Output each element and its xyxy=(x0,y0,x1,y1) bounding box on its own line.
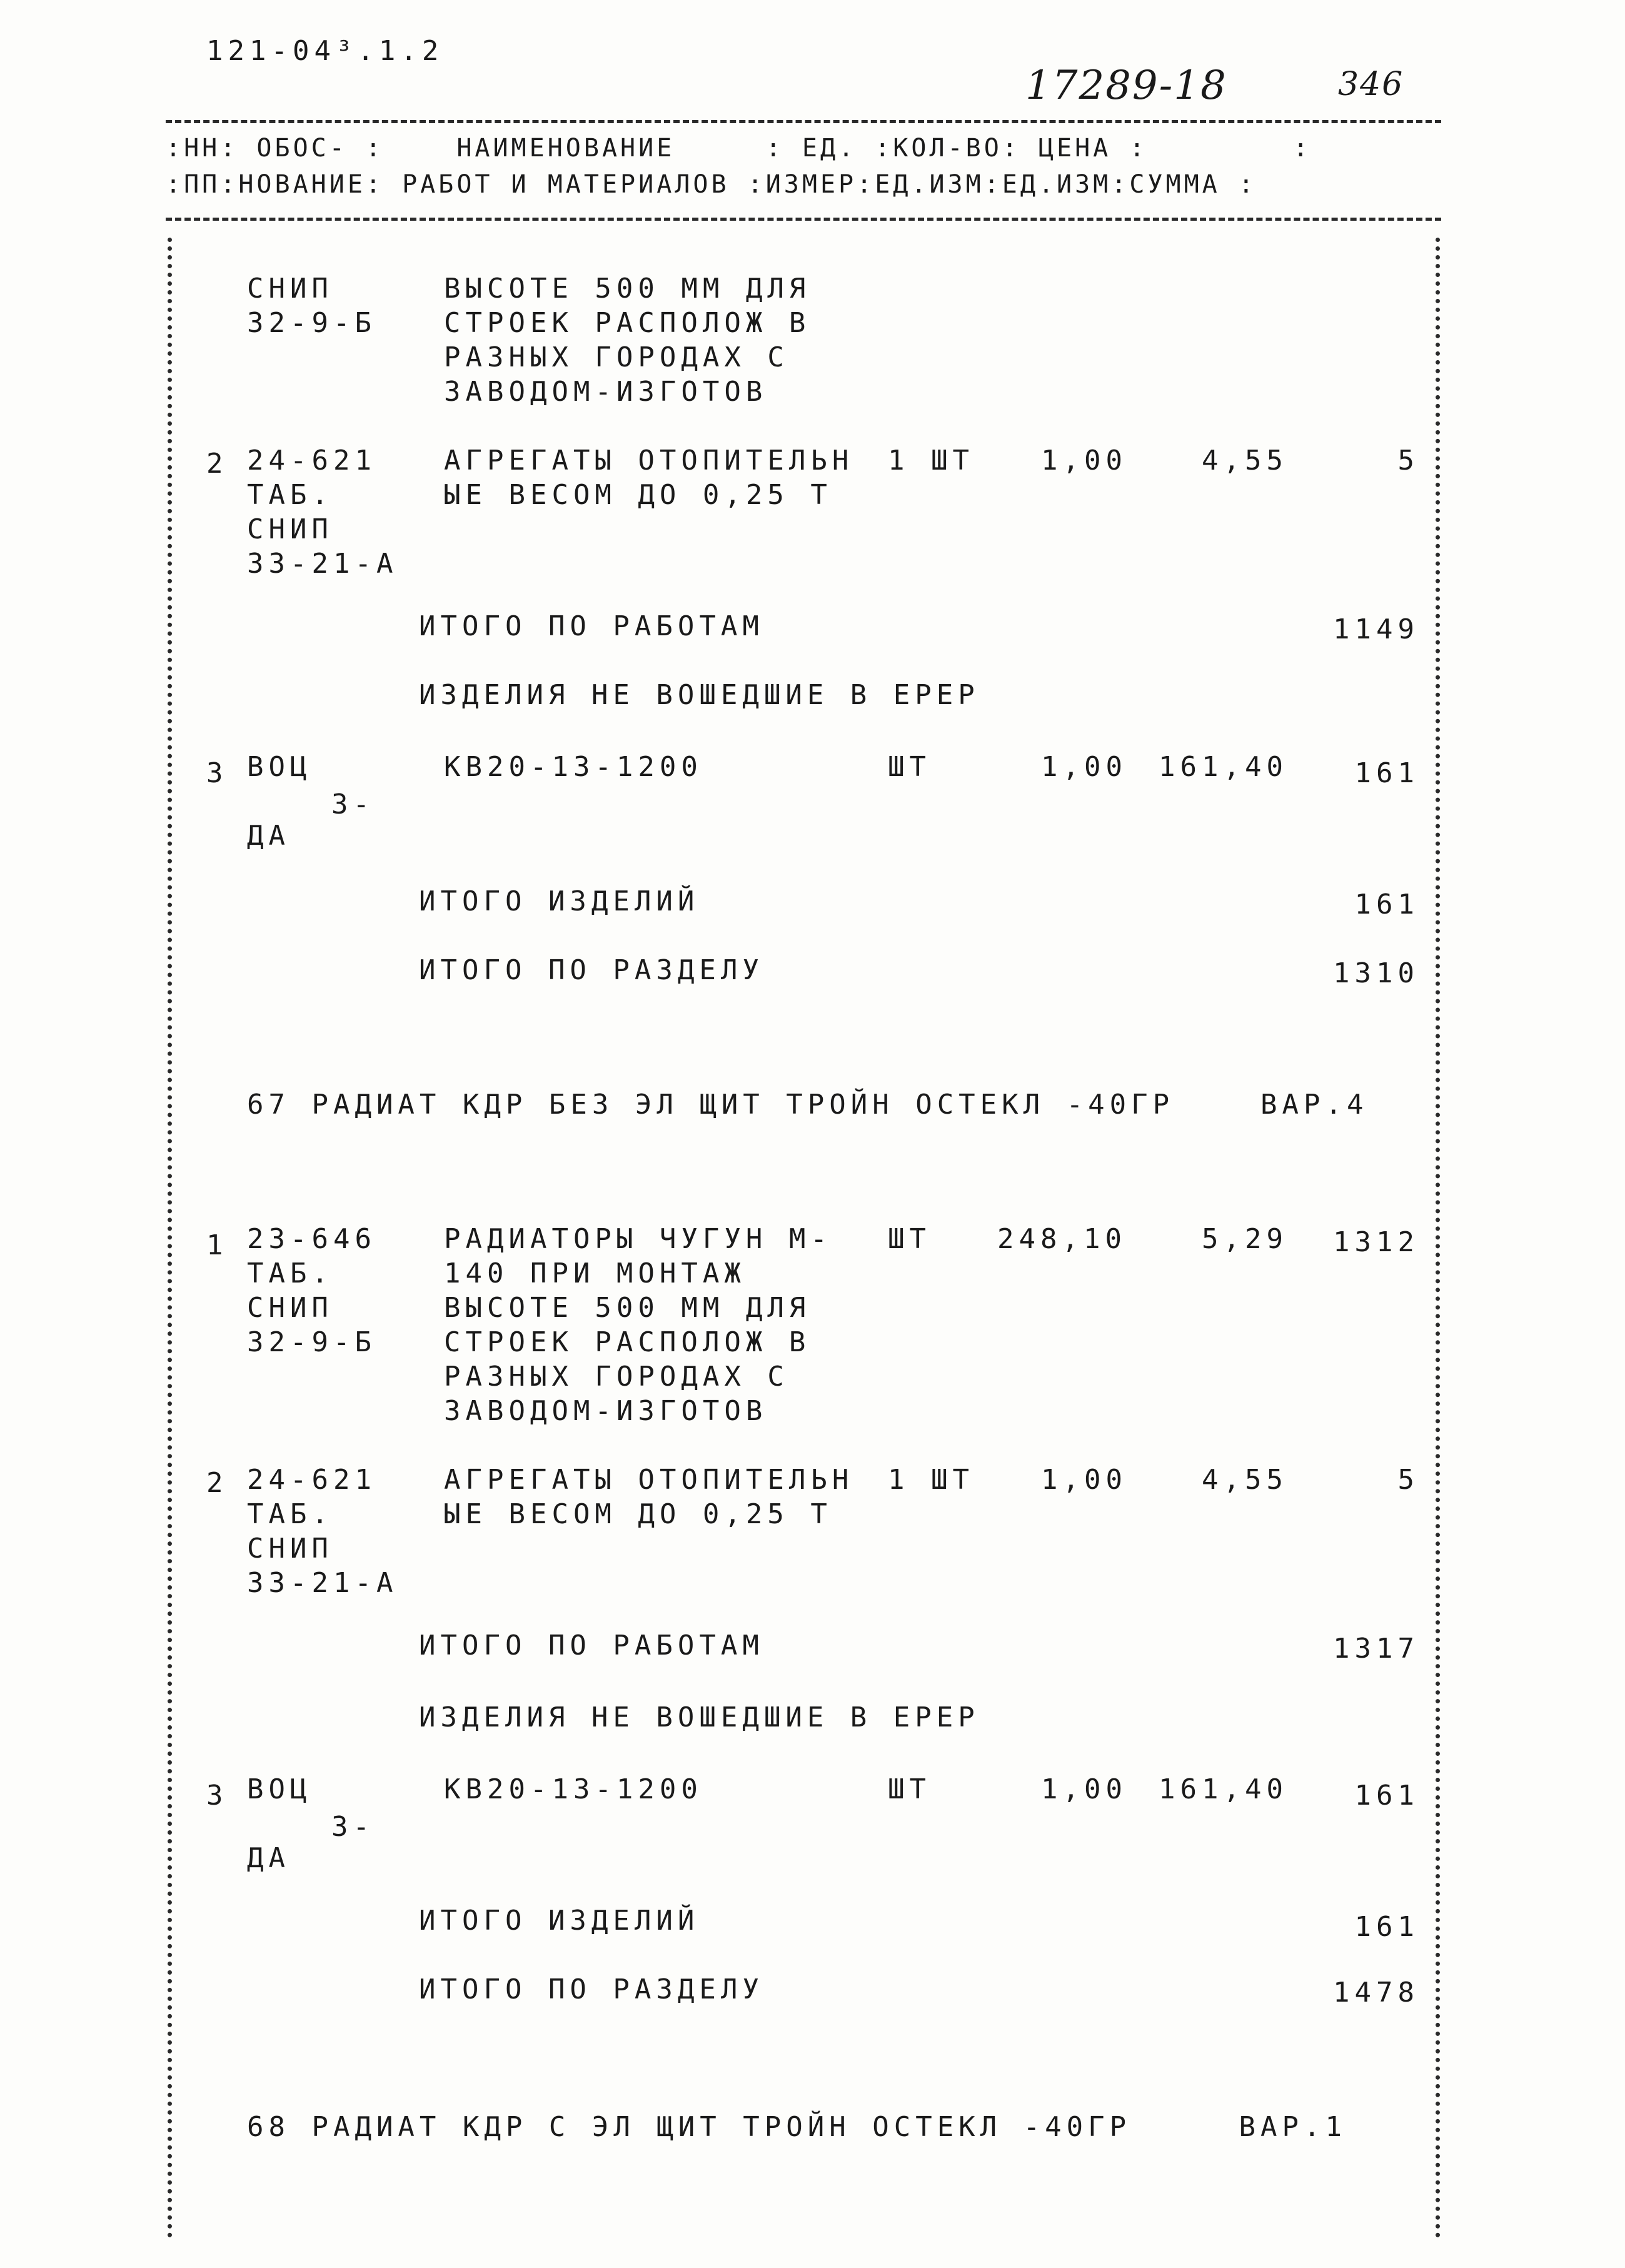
basis-text: 32-9-Б xyxy=(247,307,376,339)
total-label: ИТОГО ПО РАЗДЕЛУ xyxy=(419,1973,764,2005)
total-label: ИТОГО ИЗДЕЛИЙ xyxy=(419,885,700,917)
total-sum: 1310 xyxy=(1333,957,1419,989)
basis-text: 33-21-А xyxy=(247,548,398,580)
work-name: СТРОЕК РАСПОЛОЖ В xyxy=(444,307,811,339)
unit-cell: 1 ШТ xyxy=(888,445,974,476)
qty-cell: 1,00 xyxy=(1041,751,1127,783)
qty-cell: 1,00 xyxy=(1041,1464,1127,1496)
basis-text: ДА xyxy=(247,1842,290,1874)
work-name: 140 ПРИ МОНТАЖ xyxy=(444,1257,746,1289)
work-name: АГРЕГАТЫ ОТОПИТЕЛЬН xyxy=(444,445,854,476)
work-name: ЫЕ ВЕСОМ ДО 0,25 Т xyxy=(444,479,832,511)
subsection-label: ИЗДЕЛИЯ НЕ ВОШЕДШИЕ В ЕРЕР xyxy=(419,679,980,711)
subsection-label: ИЗДЕЛИЯ НЕ ВОШЕДШИЕ В ЕРЕР xyxy=(419,1701,980,1733)
sum-cell: 5 xyxy=(1397,445,1419,476)
work-name: АГРЕГАТЫ ОТОПИТЕЛЬН xyxy=(444,1464,854,1496)
unit-cell: ШТ xyxy=(888,751,931,783)
row-number: 2 xyxy=(206,448,228,480)
document-code: 121-04³.1.2 xyxy=(206,35,444,67)
basis-text: СНИП xyxy=(247,1533,333,1565)
work-name: РАЗНЫХ ГОРОДАХ С xyxy=(444,341,789,373)
right-border xyxy=(1436,238,1440,2239)
qty-cell: 1,00 xyxy=(1041,1773,1127,1805)
price-cell: 4,55 xyxy=(1202,445,1288,476)
page-number: 346 xyxy=(1338,66,1404,103)
total-sum: 1149 xyxy=(1333,613,1419,645)
total-sum: 1478 xyxy=(1333,1977,1419,2008)
work-name: КВ20-13-1200 xyxy=(444,1773,703,1805)
header-top-rule xyxy=(166,120,1441,123)
total-label: ИТОГО ПО РАБОТАМ xyxy=(419,1630,764,1661)
unit-cell: 1 ШТ xyxy=(888,1464,974,1496)
header-line-2: :ПП:НОВАНИЕ: РАБОТ И МАТЕРИАЛОВ :ИЗМЕР:ЕД.ИЗМ:ЕД.ИЗМ:СУММА : xyxy=(166,170,1257,199)
work-name: ВЫСОТЕ 500 ММ ДЛЯ xyxy=(444,1292,811,1324)
row-number: 1 xyxy=(206,1229,228,1261)
section-heading: 67 РАДИАТ КДР БЕЗ ЭЛ ЩИТ ТРОЙН ОСТЕКЛ -40ГР ВАР.4 xyxy=(247,1089,1369,1121)
row-number: 3 xyxy=(206,1780,228,1812)
left-border xyxy=(168,238,172,2239)
basis-text: 24-621 xyxy=(247,1464,376,1496)
row-number: 3 xyxy=(206,757,228,789)
work-name: РАДИАТОРЫ ЧУГУН М- xyxy=(444,1223,832,1255)
price-cell: 161,40 xyxy=(1159,1773,1288,1805)
section-heading: 68 РАДИАТ КДР С ЭЛ ЩИТ ТРОЙН ОСТЕКЛ -40ГР ВАР.1 xyxy=(247,2111,1347,2143)
sum-cell: 1312 xyxy=(1333,1226,1419,1258)
header-bottom-rule xyxy=(166,218,1441,221)
price-cell: 4,55 xyxy=(1202,1464,1288,1496)
basis-text: ТАБ. xyxy=(247,1257,333,1289)
work-name: КВ20-13-1200 xyxy=(444,751,703,783)
work-name: СТРОЕК РАСПОЛОЖ В xyxy=(444,1326,811,1358)
work-name: ЗАВОДОМ-ИЗГОТОВ xyxy=(444,376,768,408)
work-name: ЗАВОДОМ-ИЗГОТОВ xyxy=(444,1395,768,1427)
qty-cell: 248,10 xyxy=(997,1223,1127,1255)
sum-cell: 161 xyxy=(1354,1780,1419,1812)
total-sum: 161 xyxy=(1354,889,1419,920)
qty-cell: 1,00 xyxy=(1041,445,1127,476)
total-label: ИТОГО ИЗДЕЛИЙ xyxy=(419,1905,700,1937)
basis-text: 3- xyxy=(331,1811,375,1843)
work-name: ВЫСОТЕ 500 ММ ДЛЯ xyxy=(444,273,811,305)
basis-text: ДА xyxy=(247,820,290,852)
basis-text: 24-621 xyxy=(247,445,376,476)
header-line-1: :НН: ОБОС- : НАИМЕНОВАНИЕ : ЕД. :КОЛ-ВО: ЦЕНА : : xyxy=(166,134,1312,163)
basis-text: ВОЦ xyxy=(247,1773,312,1805)
handwritten-number: 17289-18 xyxy=(1025,63,1227,109)
basis-text: СНИП xyxy=(247,1292,333,1324)
sum-cell: 161 xyxy=(1354,757,1419,789)
basis-text: ВОЦ xyxy=(247,751,312,783)
work-name: РАЗНЫХ ГОРОДАХ С xyxy=(444,1361,789,1393)
basis-text: ТАБ. xyxy=(247,1498,333,1530)
total-label: ИТОГО ПО РАБОТАМ xyxy=(419,610,764,642)
unit-cell: ШТ xyxy=(888,1223,931,1255)
basis-text: ТАБ. xyxy=(247,479,333,511)
sum-cell: 5 xyxy=(1397,1464,1419,1496)
total-sum: 1317 xyxy=(1333,1633,1419,1665)
basis-text: 3- xyxy=(331,789,375,820)
price-cell: 161,40 xyxy=(1159,751,1288,783)
basis-text: 23-646 xyxy=(247,1223,376,1255)
work-name: ЫЕ ВЕСОМ ДО 0,25 Т xyxy=(444,1498,832,1530)
price-cell: 5,29 xyxy=(1202,1223,1288,1255)
basis-text: СНИП xyxy=(247,273,333,305)
basis-text: 32-9-Б xyxy=(247,1326,376,1358)
total-label: ИТОГО ПО РАЗДЕЛУ xyxy=(419,954,764,986)
basis-text: 33-21-А xyxy=(247,1567,398,1599)
basis-text: СНИП xyxy=(247,513,333,545)
unit-cell: ШТ xyxy=(888,1773,931,1805)
row-number: 2 xyxy=(206,1467,228,1499)
total-sum: 161 xyxy=(1354,1911,1419,1943)
